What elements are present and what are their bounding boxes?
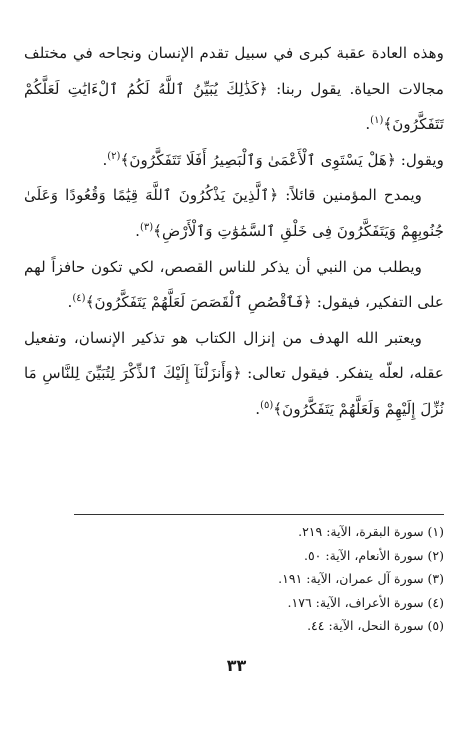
paragraph-3-text-2: . bbox=[135, 221, 140, 240]
footnote-divider bbox=[74, 514, 444, 515]
document-page bbox=[24, 36, 444, 428]
page-number: ٣٣ bbox=[226, 656, 247, 675]
paragraph-4 bbox=[24, 250, 444, 321]
footnotes-list bbox=[24, 520, 444, 638]
paragraph-5-text-1: ويعتبر الله الهدف من إنزال الكتاب هو تذكير الإنسان، وتفعيل عقله، لعلّه يتفكر. فيقول تعالى: bbox=[24, 328, 444, 383]
paragraph-1-text-1: وهذه العادة عقبة كبرى في سبيل تقدم الإنسان ونجاحه في مختلف مجالات الحياة. يقول ربنا: bbox=[24, 44, 444, 98]
paragraph-1 bbox=[24, 36, 444, 143]
footnote-1: (١) سورة البقرة، الآية: ٢١٩. bbox=[298, 524, 444, 539]
quran-verse-1: ﴿كَذَٰلِكَ يُبَيِّنُ ٱللَّهُ لَكُمُ ٱلْءَايَٰتِ لَعَلَّكُمْ تَتَفَكَّرُونَ﴾ bbox=[24, 79, 444, 134]
footnote-marker-5[interactable]: (٥) bbox=[260, 399, 274, 411]
paragraph-5-text-2: . bbox=[255, 399, 261, 418]
paragraph-4-text-2: . bbox=[67, 293, 73, 312]
footnote-marker-3[interactable]: (٣) bbox=[139, 221, 154, 233]
footnote-marker-1[interactable]: (١) bbox=[370, 115, 384, 127]
paragraph-1-text-2: . bbox=[365, 115, 371, 134]
footnote-2: (٢) سورة الأنعام، الآية: ٥٠. bbox=[303, 547, 444, 563]
quran-verse-2: ﴿هَلْ يَسْتَوِى ٱلْأَعْمَىٰ وَٱلْبَصِيرُ أَفَلَا تَتَفَكَّرُونَ﴾ bbox=[120, 150, 396, 169]
footnote-marker-2[interactable]: (٢) bbox=[107, 150, 121, 162]
quran-verse-4: ﴿فَٱقْصُصِ ٱلْقَصَصَ لَعَلَّهُمْ يَتَفَكَّرُونَ﴾ bbox=[85, 293, 312, 312]
footnote-marker-4[interactable]: (٤) bbox=[72, 293, 86, 305]
paragraph-2 bbox=[24, 143, 444, 179]
quran-verse-3: ﴿ٱلَّذِينَ يَذْكُرُونَ ٱللَّهَ قِيَٰمًا وَقُعُودًا وَعَلَىٰ جُنُوبِهِمْ وَيَتَفَكَّرُونَ فِى خَلْقِ ٱلسَّمَٰوَٰتِ وَٱلْأَرْضِ﴾ bbox=[24, 186, 444, 240]
paragraph-4-text-1: ويطلب من النبي أن يذكر للناس القصص، لكي تكون حافزاً لهم على التفكير، فيقول: bbox=[24, 257, 444, 312]
footnote-5: (٥) سورة النحل، الآية: ٤٤. bbox=[307, 618, 444, 633]
paragraph-3-text-1: ويمدح المؤمنين قائلاً: bbox=[278, 186, 423, 205]
body-text bbox=[24, 36, 444, 428]
footnote-3: (٣) سورة آل عمران، الآية: ١٩١. bbox=[278, 571, 444, 586]
quran-verse-5: ﴿وَأَنزَلْنَآ إِلَيْكَ ٱلذِّكْرَ لِتُبَيِّنَ لِلنَّاسِ مَا نُزِّلَ إِلَيْهِمْ وَلَعَلَّهُمْ يَتَفَكَّرُونَ﴾ bbox=[24, 364, 444, 418]
footnote-4: (٤) سورة الأعراف، الآية: ١٧٦. bbox=[287, 594, 444, 610]
paragraph-2-text-2: . bbox=[102, 150, 108, 169]
paragraph-5 bbox=[24, 321, 444, 428]
paragraph-3 bbox=[24, 178, 444, 249]
paragraph-2-text-1: ويقول: bbox=[395, 150, 444, 169]
